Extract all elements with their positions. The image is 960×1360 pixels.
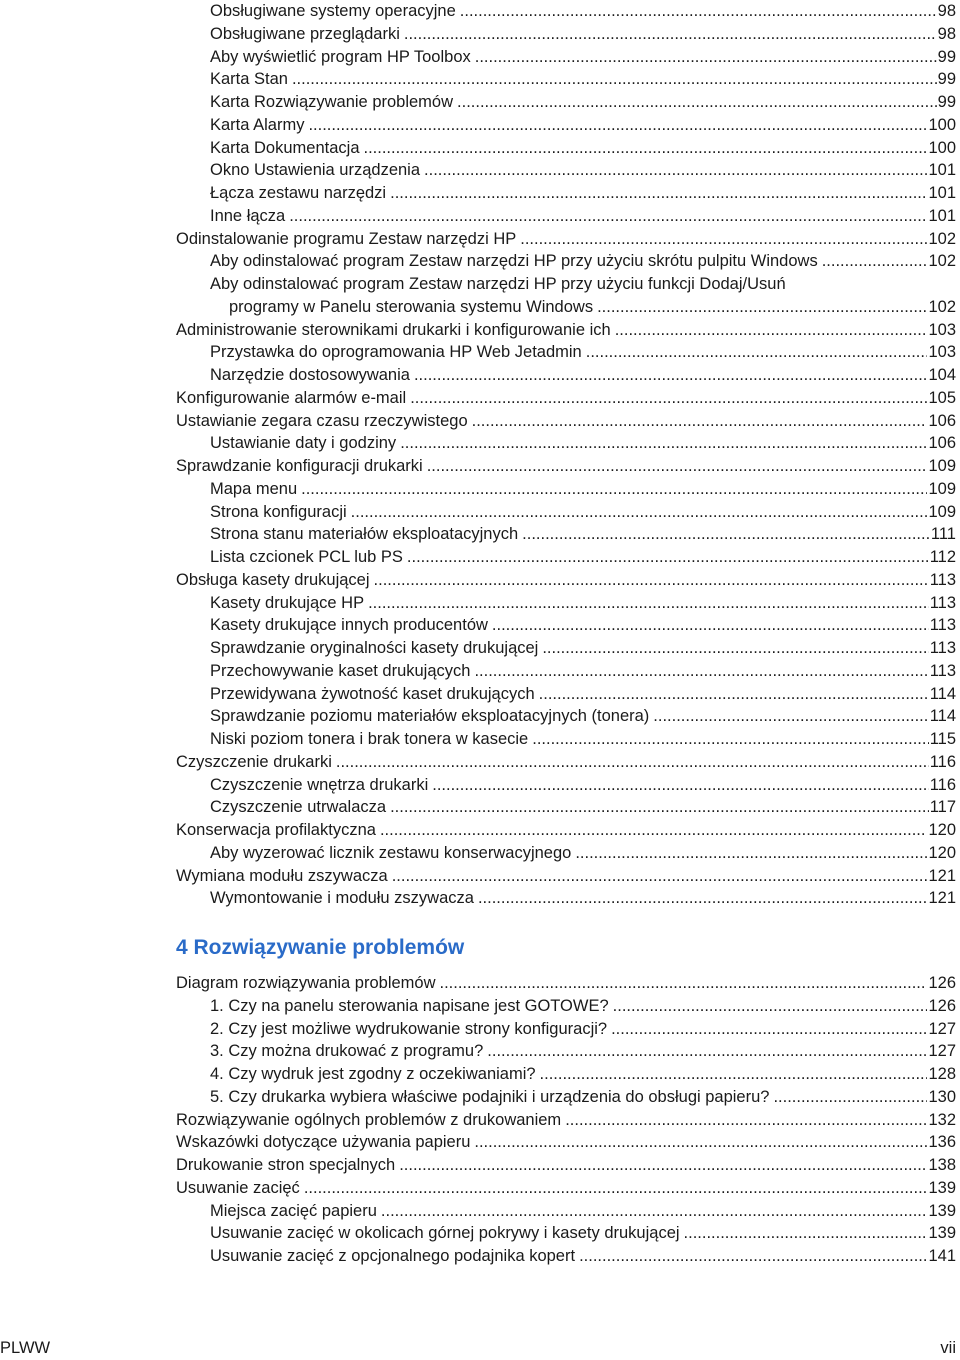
- toc-entry: [0, 887, 960, 910]
- toc-entry: [0, 1131, 960, 1154]
- toc-leader-dots: [474, 1131, 927, 1154]
- toc-entry: [0, 91, 960, 114]
- toc-entry-page: 120: [928, 821, 956, 839]
- toc-entry: [0, 319, 960, 342]
- toc-entry-title: Inne łącza: [210, 206, 286, 225]
- toc-entry-page: 109: [928, 479, 956, 498]
- toc-entry: [0, 23, 960, 46]
- toc-leader-dots: [522, 523, 930, 546]
- toc-entry: [0, 614, 960, 637]
- toc-entry-page: 126: [928, 996, 956, 1015]
- toc-leader-dots: [460, 0, 937, 23]
- toc-leader-dots: [457, 91, 937, 114]
- toc-entry-title: Aby odinstalować program Zestaw narzędzi HP przy użyciu funkcji Dodaj/Usuń: [210, 275, 786, 293]
- toc-entry-page: 109: [928, 457, 956, 475]
- toc-entry-page: 102: [928, 252, 956, 271]
- toc-entry-title: Kasety drukujące innych producentów: [210, 616, 488, 635]
- toc-leader-dots: [611, 1018, 927, 1041]
- toc-leader-dots: [478, 887, 928, 910]
- toc-leader-dots: [410, 387, 927, 410]
- toc-leader-dots: [336, 751, 929, 774]
- toc-leader-dots: [822, 250, 928, 273]
- chapter-title: 4 Rozwiązywanie problemów: [176, 936, 465, 959]
- toc-entry-page: 121: [928, 889, 956, 908]
- toc-entry-page: 112: [929, 548, 956, 566]
- toc-entry-title-continued: programy w Panelu sterowania systemu Windows: [229, 297, 594, 316]
- toc-entry-title: Aby odinstalować program Zestaw narzędzi HP przy użyciu skrótu pulpitu Windows: [210, 252, 818, 271]
- toc-entry-page: 99: [937, 47, 956, 66]
- toc-leader-dots: [773, 1086, 927, 1109]
- toc-entry: [0, 819, 960, 842]
- toc-entry-page: 100: [928, 138, 956, 157]
- toc-entry-title: Lista czcionek PCL lub PS: [210, 548, 403, 566]
- toc-leader-dots: [308, 114, 927, 137]
- toc-leader-dots: [432, 774, 928, 797]
- toc-leader-dots: [475, 46, 937, 69]
- toc-entry: [0, 341, 960, 364]
- toc-entry: [0, 865, 960, 888]
- toc-entry-title: Konserwacja profilaktyczna: [176, 821, 376, 839]
- toc-leader-dots: [301, 478, 927, 501]
- toc-entry-title: Aby wyświetlić program HP Toolbox: [210, 47, 471, 66]
- toc-entry-title: Obsługiwane przeglądarki: [210, 24, 400, 43]
- toc-entry-page: 116: [929, 775, 956, 794]
- toc-entry-page: 121: [928, 866, 956, 885]
- toc-entry: [0, 46, 960, 69]
- toc-leader-dots: [539, 683, 929, 706]
- toc-entry-title: Mapa menu: [210, 479, 298, 498]
- toc-section-2: [0, 972, 960, 1268]
- toc-entry: [0, 137, 960, 160]
- toc-leader-dots: [440, 972, 928, 995]
- toc-entry-page: 130: [928, 1087, 956, 1106]
- toc-entry-title: Wymontowanie i modułu zszywacza: [210, 889, 474, 908]
- toc-entry: [0, 501, 960, 524]
- toc-leader-dots: [542, 637, 928, 660]
- toc-entry-page: 99: [937, 93, 956, 111]
- toc-leader-dots: [381, 1200, 928, 1223]
- toc-leader-dots: [399, 1154, 927, 1177]
- toc-entry-page: 106: [928, 434, 956, 453]
- toc-entry-title: Usuwanie zacięć w okolicach górnej pokrywy i kasety drukującej: [210, 1224, 680, 1243]
- toc-entry-page: 99: [937, 70, 956, 89]
- toc-entry: [0, 637, 960, 660]
- toc-leader-dots: [520, 228, 927, 251]
- toc-entry-title: Strona konfiguracji: [210, 502, 347, 521]
- toc-entry-title: Czyszczenie drukarki: [176, 752, 332, 771]
- toc-entry: [0, 683, 960, 706]
- toc-entry-title: Konfigurowanie alarmów e-mail: [176, 388, 407, 407]
- toc-leader-dots: [292, 68, 937, 91]
- toc-entry-page: 104: [928, 366, 956, 384]
- toc-entry-title: Przechowywanie kaset drukujących: [210, 661, 471, 680]
- toc-entry: [0, 410, 960, 433]
- toc-entry-page: 105: [928, 388, 956, 407]
- footer-locale-code: PLWW: [0, 1339, 51, 1357]
- toc-entry: [0, 995, 960, 1018]
- toc-leader-dots: [380, 819, 928, 842]
- toc-entry: [0, 1245, 960, 1268]
- toc-entry: [0, 478, 960, 501]
- toc-entry-page: 103: [928, 343, 956, 362]
- toc-entry: [0, 546, 960, 569]
- toc-entry-title: Diagram rozwiązywania problemów: [176, 974, 436, 992]
- toc-entry-page: 114: [929, 707, 956, 726]
- toc-entry-title: Drukowanie stron specjalnych: [176, 1156, 396, 1174]
- toc-entry: [0, 1040, 960, 1063]
- toc-entry-page: 111: [930, 525, 956, 544]
- toc-entry: [0, 68, 960, 91]
- toc-entry-title: Strona stanu materiałów eksploatacyjnych: [210, 525, 519, 544]
- toc-entry: [0, 114, 960, 137]
- toc-entry: [0, 1086, 960, 1109]
- toc-leader-dots: [404, 23, 937, 46]
- toc-entry-page: 139: [928, 1201, 956, 1220]
- toc-entry-title: Karta Dokumentacja: [210, 138, 360, 157]
- toc-entry: [0, 1109, 960, 1132]
- toc-entry-title: Kasety drukujące HP: [210, 593, 365, 612]
- toc-entry: [0, 705, 960, 728]
- toc-entry: [0, 250, 960, 273]
- toc-leader-dots: [414, 364, 928, 387]
- toc-entry: [0, 159, 960, 182]
- toc-entry: [0, 205, 960, 228]
- toc-entry-page: 101: [928, 161, 956, 180]
- toc-leader-dots: [586, 341, 928, 364]
- toc-leader-dots: [575, 842, 927, 865]
- toc-entry-title: 4. Czy wydruk jest zgodny z oczekiwaniami?: [210, 1065, 536, 1083]
- toc-entry-page: 113: [929, 593, 956, 612]
- toc-entry-title: Administrowanie sterownikami drukarki i konfigurowanie ich: [176, 320, 611, 339]
- toc-entry-page: 120: [928, 843, 956, 862]
- toc-entry-title: Obsługiwane systemy operacyjne: [210, 2, 456, 20]
- toc-entry: [0, 523, 960, 546]
- toc-entry: [0, 228, 960, 251]
- toc-leader-dots: [368, 592, 929, 615]
- toc-entry: [0, 1154, 960, 1177]
- toc-entry-title: Przystawka do oprogramowania HP Web Jetadmin: [210, 343, 582, 362]
- toc-entry: [0, 569, 960, 592]
- toc-entry: [0, 387, 960, 410]
- toc-entry-page: 103: [928, 320, 956, 339]
- toc-entry-page: 98: [937, 2, 956, 20]
- toc-leader-dots: [684, 1222, 928, 1245]
- toc-entry: [0, 972, 960, 995]
- toc-entry-title: Karta Rozwiązywanie problemów: [210, 93, 454, 111]
- toc-leader-dots: [407, 546, 929, 569]
- toc-entry-page: 113: [929, 570, 956, 589]
- toc-leader-dots: [424, 159, 927, 182]
- toc-entry: [0, 432, 960, 455]
- toc-entry-page: 109: [928, 502, 956, 521]
- toc-entry-page: 141: [928, 1247, 956, 1265]
- toc-leader-dots: [540, 1063, 928, 1086]
- toc-entry: [0, 728, 960, 751]
- toc-leader-dots: [400, 432, 927, 455]
- toc-entry-page: 126: [928, 974, 956, 992]
- toc-entry: [0, 455, 960, 478]
- toc-entry-page: 139: [928, 1178, 956, 1197]
- toc-entry-title: Czyszczenie utrwalacza: [210, 798, 387, 817]
- toc-entry-title: 1. Czy na panelu sterowania napisane jest GOTOWE?: [210, 996, 609, 1015]
- toc-entry-title: Ustawianie zegara czasu rzeczywistego: [176, 411, 468, 430]
- toc-leader-dots: [364, 137, 928, 160]
- toc-leader-dots: [374, 569, 929, 592]
- toc-entry: [0, 364, 960, 387]
- toc-entry-page: 102: [928, 297, 956, 316]
- toc-entry-title: Czyszczenie wnętrza drukarki: [210, 775, 429, 794]
- toc-entry-title: Karta Stan: [210, 70, 288, 89]
- toc-entry-title: Usuwanie zacięć z opcjonalnego podajnika kopert: [210, 1247, 576, 1265]
- toc-entry-title: 5. Czy drukarka wybiera właściwe podajniki i urządzenia do obsługi papieru?: [210, 1087, 770, 1106]
- toc-entry: [0, 273, 960, 319]
- toc-entry: [0, 1222, 960, 1245]
- toc-leader-dots: [565, 1109, 927, 1132]
- toc-entry-page: 113: [929, 639, 956, 657]
- toc-entry-title: Narzędzie dostosowywania: [210, 366, 410, 384]
- toc-entry: [0, 842, 960, 865]
- toc-leader-dots: [532, 728, 928, 751]
- toc-leader-dots: [653, 705, 928, 728]
- toc-entry-page: 132: [928, 1110, 956, 1129]
- toc-entry-title: Usuwanie zacięć: [176, 1178, 300, 1197]
- toc-leader-dots: [472, 410, 928, 433]
- toc-entry-page: 138: [928, 1156, 956, 1174]
- toc-leader-dots: [390, 182, 927, 205]
- toc-entry: [0, 1200, 960, 1223]
- toc-entry-title: Obsługa kasety drukującej: [176, 570, 370, 589]
- toc-entry-page: 128: [928, 1065, 956, 1083]
- toc-entry-page: 101: [928, 184, 956, 202]
- toc-entry-page: 101: [928, 206, 956, 225]
- toc-leader-dots: [289, 205, 927, 228]
- toc-leader-dots: [579, 1245, 927, 1268]
- toc-leader-dots: [474, 660, 928, 683]
- toc-entry-title: Odinstalowanie programu Zestaw narzędzi HP: [176, 229, 517, 248]
- toc-entry: [0, 774, 960, 797]
- toc-entry-title: Sprawdzanie poziomu materiałów eksploatacyjnych (tonera): [210, 707, 650, 726]
- toc-leader-dots: [597, 296, 927, 319]
- toc-entry-title: Karta Alarmy: [210, 115, 305, 134]
- toc-entry-title: Niski poziom tonera i brak tonera w kasecie: [210, 730, 529, 748]
- toc-leader-dots: [492, 614, 929, 637]
- toc-entry-page: 113: [929, 616, 956, 635]
- toc-entry: [0, 796, 960, 819]
- toc-entry-title: Łącza zestawu narzędzi: [210, 184, 387, 202]
- toc-entry-page: 117: [929, 798, 956, 817]
- toc-entry-page: 114: [929, 684, 956, 703]
- toc-leader-dots: [427, 455, 928, 478]
- toc-entry-page: 136: [928, 1133, 956, 1152]
- toc-entry-title: Sprawdzanie konfiguracji drukarki: [176, 457, 423, 475]
- toc-entry-title: Wymiana modułu zszywacza: [176, 866, 388, 885]
- toc-leader-dots: [615, 319, 928, 342]
- toc-entry-title: Sprawdzanie oryginalności kasety drukującej: [210, 639, 539, 657]
- toc-entry-title: 2. Czy jest możliwe wydrukowanie strony konfiguracji?: [210, 1019, 608, 1038]
- toc-entry-title: Okno Ustawienia urządzenia: [210, 161, 421, 180]
- toc-entry: [0, 0, 960, 23]
- toc-entry: [0, 1177, 960, 1200]
- toc-entry: [0, 1018, 960, 1041]
- toc-entry-title: Ustawianie daty i godziny: [210, 434, 397, 453]
- footer-page-number: vii: [940, 1339, 956, 1357]
- toc-leader-dots: [351, 501, 928, 524]
- toc-entry-title: Rozwiązywanie ogólnych problemów z drukowaniem: [176, 1110, 562, 1129]
- toc-entry-page: 113: [929, 661, 956, 680]
- toc-entry-title: Przewidywana żywotność kaset drukujących: [210, 684, 535, 703]
- toc-leader-dots: [304, 1177, 928, 1200]
- toc-entry-page: 102: [928, 229, 956, 248]
- toc-entry-page: 115: [929, 730, 956, 748]
- toc-entry: [0, 182, 960, 205]
- toc-entry-page: 106: [928, 411, 956, 430]
- toc-leader-dots: [390, 796, 929, 819]
- toc-entry-page: 139: [928, 1224, 956, 1243]
- toc-entry-page: 127: [928, 1042, 956, 1061]
- toc-leader-dots: [392, 865, 928, 888]
- toc-entry-page: 100: [928, 115, 956, 134]
- toc-entry: [0, 751, 960, 774]
- toc-entry: [0, 1063, 960, 1086]
- toc-entry-title: Aby wyzerować licznik zestawu konserwacyjnego: [210, 843, 572, 862]
- toc-entry-page: 116: [929, 752, 956, 771]
- toc-leader-dots: [613, 995, 928, 1018]
- toc-entry: [0, 660, 960, 683]
- toc-entry-title: 3. Czy można drukować z programu?: [210, 1042, 484, 1061]
- toc-entry-page: 127: [928, 1019, 956, 1038]
- toc-entry-page: 98: [937, 24, 956, 43]
- toc-entry-title: Miejsca zacięć papieru: [210, 1201, 377, 1220]
- toc-entry: [0, 592, 960, 615]
- toc-entry-title: Wskazówki dotyczące używania papieru: [176, 1133, 471, 1152]
- toc-leader-dots: [487, 1040, 927, 1063]
